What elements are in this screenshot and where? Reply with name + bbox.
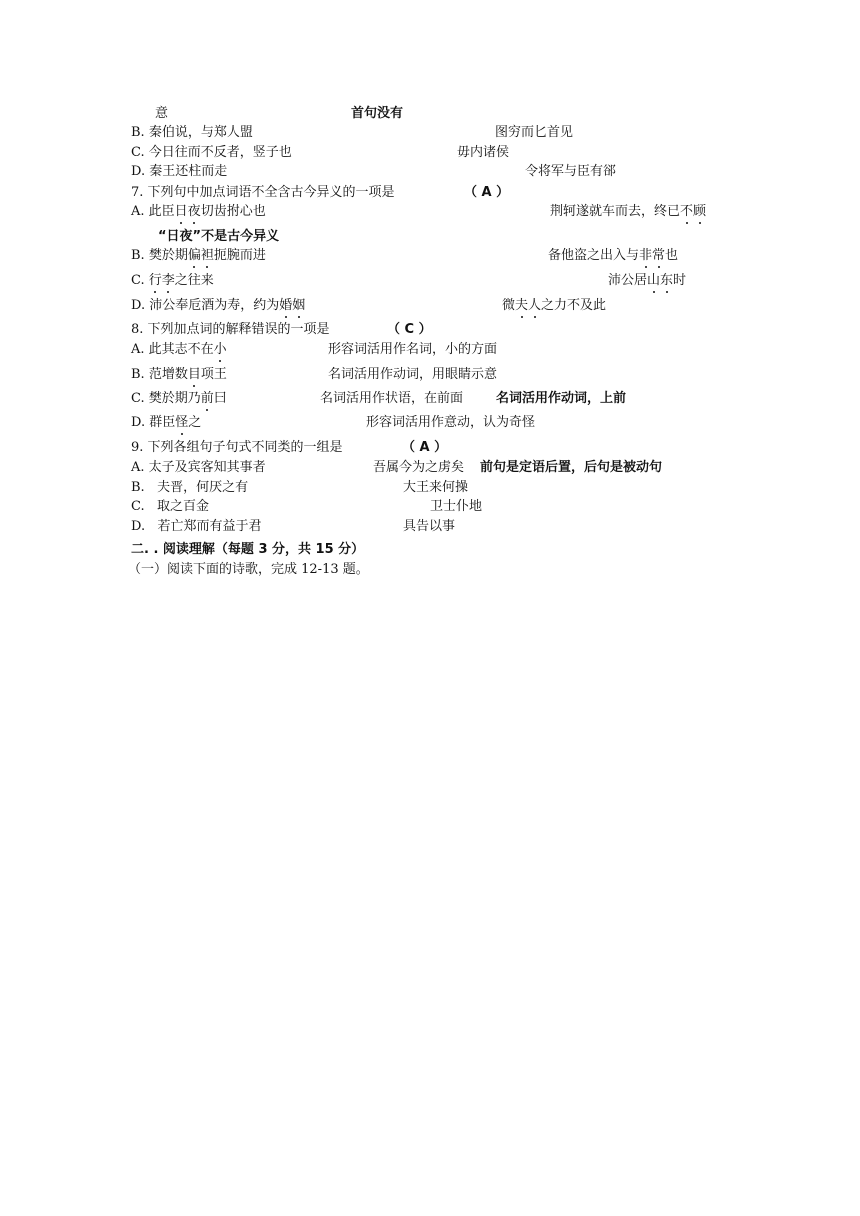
option-b: B. 秦伯说，与郑人盟 — [131, 125, 253, 140]
question-7-answer: （ A ） — [464, 185, 510, 200]
section-2-instruction: （一）阅读下面的诗歌，完成 12-13 题。 — [128, 562, 369, 577]
q7-option-d-right: 微夫人之力不及此 — [502, 298, 607, 313]
q9-option-a-right: 吾属今为之虏矣 — [373, 460, 465, 475]
q7-option-b-right: 备他盗之出入与非常也 — [548, 248, 679, 263]
text-line: 意 — [155, 106, 169, 121]
answer-note: 首句没有 — [351, 106, 404, 121]
q8-option-c-explanation: 名词活用作状语，在前面 — [320, 391, 464, 406]
q9-option-a: A. 太子及宾客知其事者 — [131, 460, 266, 475]
q8-option-d-explanation: 形容词活用作意动，认为奇怪 — [366, 415, 536, 430]
q9-option-c: C. 取之百金 — [131, 499, 210, 514]
q9-option-a-note: 前句是定语后置，后句是被动句 — [480, 460, 663, 475]
option-c: C. 今日往而不反者，竖子也 — [131, 145, 292, 160]
q7-option-d: D. 沛公奉卮酒为寿，约为婚姻 — [131, 298, 306, 313]
q7-option-b: B. 樊於期偏袒扼腕而进 — [131, 248, 266, 263]
question-9: 9. 下列各组句子句式不同类的一组是 — [131, 440, 343, 455]
q8-option-d: D. 群臣怪之 — [131, 415, 202, 430]
q9-option-c-right: 卫士仆地 — [430, 499, 483, 514]
option-d: D. 秦王还柱而走 — [131, 164, 228, 179]
q7-option-a: A. 此臣日夜切齿拊心也 — [131, 204, 266, 219]
question-9-answer: （ A ） — [402, 440, 448, 455]
q8-option-b-explanation: 名词活用作动词，用眼睛示意 — [328, 367, 498, 382]
q8-option-c-note: 名词活用作动词，上前 — [496, 391, 627, 406]
question-7: 7. 下列句中加点词语不全含古今异义的一项是 — [131, 185, 395, 200]
option-b-right: 图穷而匕首见 — [495, 125, 574, 140]
section-2-heading: 二. . 阅读理解（每题 3 分，共 15 分） — [131, 542, 365, 557]
q7-option-c-right: 沛公居山东时 — [608, 273, 687, 288]
q9-option-b: B. 夫晋，何厌之有 — [131, 480, 249, 495]
option-c-right: 毋内诸侯 — [457, 145, 510, 160]
q9-option-d-right: 具告以事 — [403, 519, 456, 534]
option-d-right: 令将军与臣有郤 — [525, 164, 617, 179]
q7-option-c: C. 行李之往来 — [131, 273, 214, 288]
q8-option-a-explanation: 形容词活用作名词，小的方面 — [328, 342, 498, 357]
q8-option-a: A. 此其志不在小 — [131, 342, 227, 357]
q8-option-b: B. 范增数目项王 — [131, 367, 227, 382]
q7-option-a-right: 荆轲遂就车而去，终已不顾 — [550, 204, 707, 219]
q9-option-b-right: 大王来何操 — [403, 480, 469, 495]
question-8: 8. 下列加点词的解释错误的一项是 — [131, 322, 330, 337]
q7-note: “日夜”不是古今异义 — [158, 229, 280, 244]
q8-option-c: C. 樊於期乃前曰 — [131, 391, 227, 406]
q9-option-d: D. 若亡郑而有益于君 — [131, 519, 262, 534]
question-8-answer: （ C ） — [387, 322, 432, 337]
